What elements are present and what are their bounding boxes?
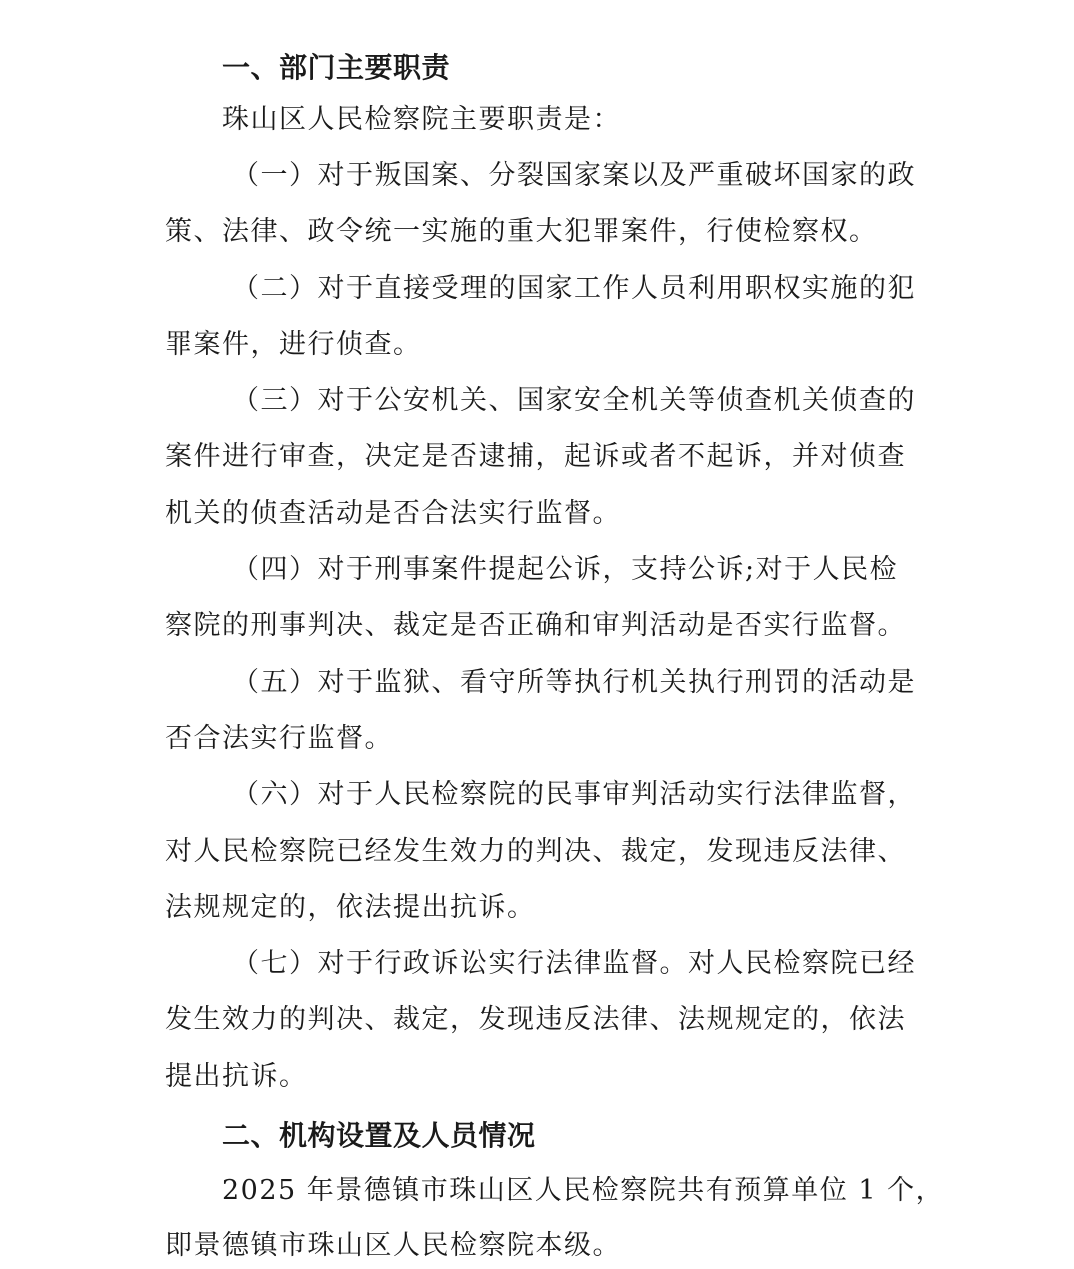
paragraph-line: （四）对于刑事案件提起公诉，支持公诉;对于人民检 <box>232 554 899 585</box>
paragraph-line: 法规规定的，依法提出抗诉。 <box>165 892 536 923</box>
paragraph-line: （一）对于叛国案、分裂国家案以及严重破坏国家的政 <box>232 160 916 191</box>
section-heading-organization: 二、机构设置及人员情况 <box>222 1119 536 1152</box>
paragraph-line: （五）对于监狱、看守所等执行机关执行刑罚的活动是 <box>232 667 916 698</box>
paragraph-line: 策、法律、政令统一实施的重大犯罪案件，行使检察权。 <box>165 216 878 247</box>
paragraph-line: 机关的侦查活动是否合法实行监督。 <box>165 498 621 529</box>
paragraph-line: 2025 年景德镇市珠山区人民检察院共有预算单位 1 个， <box>222 1175 945 1206</box>
section-heading-duties: 一、部门主要职责 <box>222 51 451 84</box>
paragraph-line: （六）对于人民检察院的民事审判活动实行法律监督， <box>232 779 916 810</box>
paragraph-line: 提出抗诉。 <box>165 1061 308 1092</box>
paragraph-line: 即景德镇市珠山区人民检察院本级。 <box>165 1230 621 1261</box>
paragraph-line: （七）对于行政诉讼实行法律监督。对人民检察院已经 <box>232 948 916 979</box>
paragraph-line: 发生效力的判决、裁定，发现违反法律、法规规定的，依法 <box>165 1004 906 1035</box>
paragraph-line: 否合法实行监督。 <box>165 723 393 754</box>
paragraph-line: 案件进行审查，决定是否逮捕，起诉或者不起诉，并对侦查 <box>165 441 906 472</box>
duties-intro: 珠山区人民检察院主要职责是： <box>222 104 621 135</box>
paragraph-line: 察院的刑事判决、裁定是否正确和审判活动是否实行监督。 <box>165 610 906 641</box>
paragraph-line: 罪案件，进行侦查。 <box>165 329 422 360</box>
paragraph-line: （二）对于直接受理的国家工作人员利用职权实施的犯 <box>232 273 916 304</box>
paragraph-line: （三）对于公安机关、国家安全机关等侦查机关侦查的 <box>232 385 916 416</box>
paragraph-line: 对人民检察院已经发生效力的判决、裁定，发现违反法律、 <box>165 836 906 867</box>
